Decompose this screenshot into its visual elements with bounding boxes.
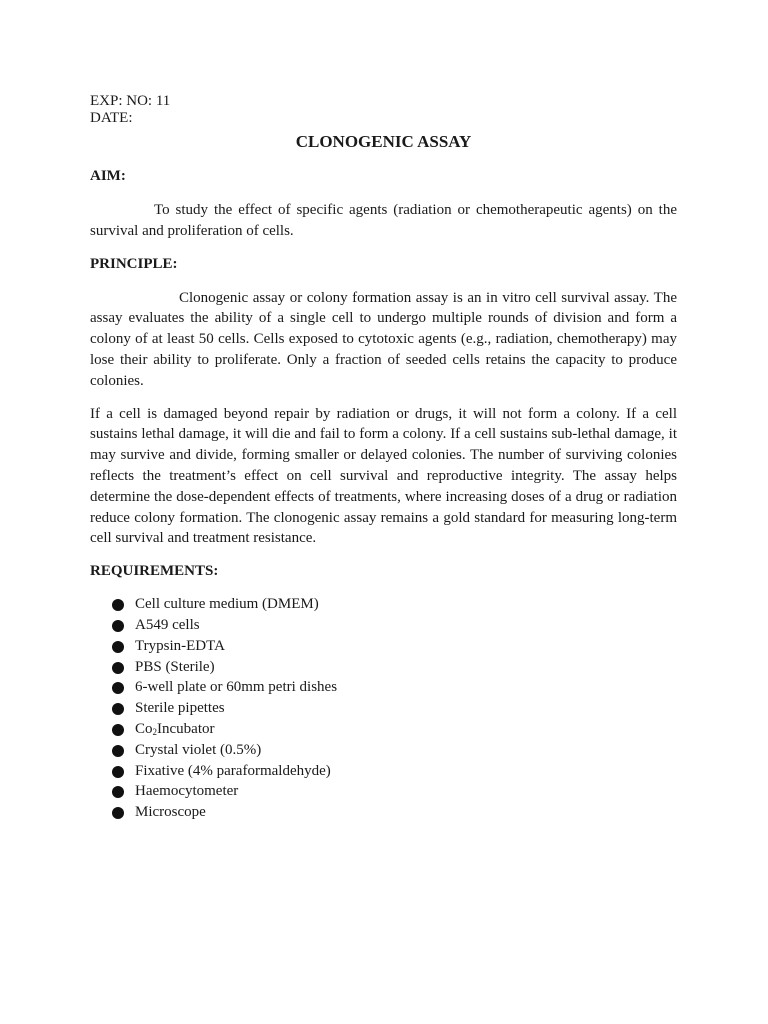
bullet-icon [112, 807, 124, 819]
list-item [112, 677, 677, 698]
bullet-icon [112, 662, 124, 674]
list-item-co2-incubator [112, 719, 677, 740]
principle-paragraph-2: If a cell is damaged beyond repair by radiation or drugs, it will not form a colony. If a cell sustains lethal damage, it will die and fail to form a colony. If a cell sustains sub-lethal damage, it may survive and divide, forming smaller or delayed colonies. The number of surviving colonies reflects the treatment’s effect on cell survival and reproductive integrity. The assay helps determine the dose-dependent effects of treatments, where increasing doses of a drug or radiation reduce colony formation. The clonogenic assay remains a gold standard for measuring long-term cell survival and treatment resistance. [90, 405, 677, 547]
list-item-label: Crystal violet (0.5%) [135, 741, 262, 758]
bullet-icon [112, 766, 124, 778]
list-item [112, 698, 677, 719]
list-item [112, 802, 677, 823]
list-item [112, 657, 677, 678]
requirements-list [90, 594, 677, 823]
aim-text: To study the effect of specific agents (radiation or chemotherapeutic agents) on the survival and proliferation of cells. [90, 202, 677, 239]
list-item-label: Haemocytometer [135, 783, 239, 800]
principle-paragraph-1: Clonogenic assay or colony formation assay is an in vitro cell survival assay. The assay evaluates the ability of a single cell to undergo multiple rounds of division and form a colony of at least 50 cells. Cells exposed to cytotoxic agents (e.g., radiation, chemotherapy) may lose their ability to proliferate. Only a fraction of seeded cells retains the capacity to produce colonies. [90, 289, 677, 389]
aim-heading: AIM: [90, 168, 126, 184]
list-item-label: Cell culture medium (DMEM) [135, 596, 319, 613]
list-item [112, 761, 677, 782]
bullet-icon [112, 703, 124, 715]
bullet-icon [112, 620, 124, 632]
bullet-icon [112, 641, 124, 653]
list-item [112, 781, 677, 802]
experiment-number: EXP: NO: 11 [90, 93, 171, 109]
bullet-icon [112, 724, 124, 736]
co2-subscript: 2 [152, 726, 158, 737]
document-title: CLONOGENIC ASSAY [295, 132, 472, 151]
co2-suffix: Incubator [157, 720, 215, 737]
list-item [112, 594, 677, 615]
principle-heading: PRINCIPLE: [90, 255, 178, 272]
list-item-label: Trypsin-EDTA [135, 637, 225, 654]
list-item-label: A549 cells [135, 616, 200, 633]
list-item-label: Microscope [135, 804, 206, 821]
requirements-heading: REQUIREMENTS: [90, 563, 219, 580]
date-label: DATE: [90, 110, 133, 126]
bullet-icon [112, 786, 124, 798]
co2-prefix: Co [135, 720, 153, 737]
list-item [112, 615, 677, 636]
bullet-icon [112, 599, 124, 611]
bullet-icon [112, 682, 124, 694]
document-page [90, 93, 677, 823]
list-item-label: 6-well plate or 60mm petri dishes [135, 679, 338, 696]
bullet-icon [112, 745, 124, 757]
list-item-label: Sterile pipettes [135, 700, 225, 717]
list-item [112, 740, 677, 761]
list-item [112, 636, 677, 657]
list-item-label: PBS (Sterile) [135, 658, 215, 675]
list-item-label: Fixative (4% paraformaldehyde) [135, 762, 331, 779]
